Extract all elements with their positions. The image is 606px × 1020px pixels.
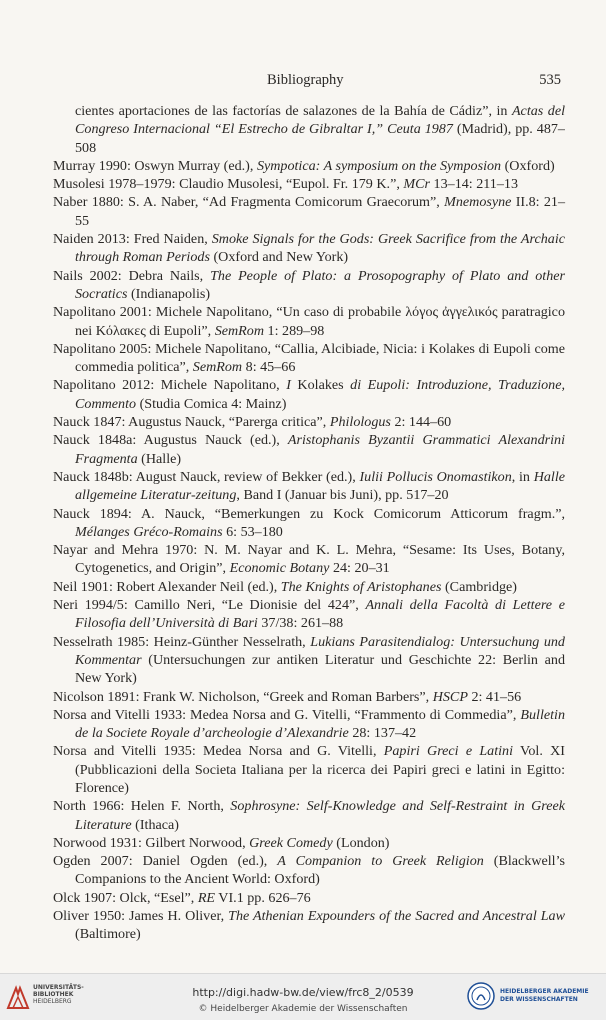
bibliography-entry — [53, 505, 565, 542]
entry-text: cientes aportaciones de las factorías de salazones de la Bahía de Cádiz”, in — [75, 103, 512, 119]
entry-text: Musolesi 1978–1979: Claudio Musolesi, “Eupol. Fr. 179 K.”, — [53, 176, 404, 193]
entry-title-italic: RE — [197, 889, 216, 906]
bibliography-entry — [53, 267, 565, 304]
entry-text: (Oxford) — [501, 157, 555, 174]
entry-text: (Indianapolis) — [127, 285, 211, 302]
entry-title-italic: I — [286, 377, 291, 394]
bibliography-entry — [53, 578, 565, 596]
entry-text: Nayar and Mehra 1970: N. M. Nayar and K. L. Mehra, “Sesame: Its Uses, Botany, Cytogenetics, and Origin”, — [53, 542, 565, 577]
entry-title-italic: Actas del Congreso Internacional “El Estrecho de Gibraltar I,” Ceuta 1987 — [75, 103, 565, 138]
bibliography-entry — [53, 340, 565, 377]
entry-title-italic: Philologus — [329, 414, 391, 431]
entry-text: 28: 137–42 — [348, 725, 417, 742]
entry-text: Napolitano 2001: Michele Napolitano, “Un caso di probabile λόγος ἀγγελικός paratragico nei Κόλακες di Eupoli”, — [53, 304, 565, 339]
bibliography-entry — [53, 431, 565, 468]
entry-text: Murray 1990: Oswyn Murray (ed.), — [53, 157, 257, 174]
entry-title-italic: A Companion to Greek Religion — [277, 853, 484, 870]
entry-text: Napolitano 2012: Michele Napolitano, — [53, 377, 287, 394]
academy-name[interactable]: HEIDELBERGER AKADEMIE DER WISSENSCHAFTEN — [500, 988, 589, 1003]
entry-text: Neri 1994/5: Camillo Neri, “Le Dionisie del 424”, — [53, 597, 366, 614]
entry-title-italic: Sophrosyne: Self-Knowledge and Self-Restraint in Greek Literature — [75, 798, 565, 833]
bibliography-entry — [53, 303, 565, 340]
bibliography-entry — [53, 230, 565, 267]
entry-text: (Studia Comica 4: Mainz) — [136, 395, 287, 412]
entry-text: Oliver 1950: James H. Oliver, — [53, 908, 229, 925]
bibliography-entry — [53, 541, 565, 578]
bibliography-entry — [53, 688, 565, 706]
bibliography-entry — [53, 102, 565, 157]
entry-title-italic: Sympotica: A symposium on the Symposion — [256, 157, 502, 174]
entry-text: Napolitano 2005: Michele Napolitano, “Callia, Alcibiade, Nicia: i Kolakes di Eupoli come commedia politica”, — [53, 340, 565, 376]
entry-title-italic: Mélanges Gréco-Romains — [75, 523, 223, 540]
bibliography-entry — [53, 468, 565, 505]
bibliography-entry — [53, 175, 565, 193]
entry-title-italic: HSCP — [432, 688, 468, 705]
entry-text: 24: 20–31 — [329, 560, 390, 577]
entry-text: Nauck 1894: A. Nauck, “Bemerkungen zu Kock Comicorum Atticorum fragm.”, — [53, 505, 565, 522]
bibliography-entry — [53, 742, 565, 797]
entry-title-italic: The Knights of Aristophanes — [280, 578, 442, 595]
entry-text: Nails 2002: Debra Nails, — [53, 267, 211, 284]
entry-title-italic: The People of Plato: a Prosopography of Plato and other Socratics — [75, 267, 565, 302]
academy-seal-icon — [467, 982, 495, 1010]
entry-text: (London) — [332, 834, 390, 851]
entry-text: 6: 53–180 — [222, 523, 283, 540]
entry-text: (Untersuchungen zur antiken Literatur und Geschichte 22: Berlin and New York) — [75, 651, 565, 687]
entry-text: Nesselrath 1985: Heinz-Günther Nesselrath, — [53, 633, 311, 650]
entry-text: VI.1 pp. 626–76 — [215, 889, 311, 906]
entry-text: (Madrid), pp. 487–508 — [75, 121, 565, 156]
entry-title-italic: Papiri Greci e Latini — [383, 743, 514, 760]
entry-text: Norsa and Vitelli 1933: Medea Norsa and G. Vitelli, “Frammento di Commedia”, — [53, 706, 521, 723]
entry-text: 2: 144–60 — [390, 414, 452, 431]
entry-text: Norwood 1931: Gilbert Norwood, — [53, 834, 250, 851]
entry-text: (Halle) — [137, 450, 182, 467]
entry-title-italic: di Eupoli: Introduzione, Traduzione, Commento — [75, 377, 565, 412]
entry-text: Nauck 1847: Augustus Nauck, “Parerga critica”, — [53, 414, 330, 431]
page-number: 535 — [539, 72, 561, 88]
entry-text: Ogden 2007: Daniel Ogden (ed.), — [53, 853, 278, 870]
entry-text: Kolakes — [290, 377, 351, 394]
entry-text: Naiden 2013: Fred Naiden, — [53, 231, 212, 248]
entry-text: Norsa and Vitelli 1935: Medea Norsa and G. Vitelli, — [53, 743, 384, 760]
university-library-name: UNIVERSITÄTS- BIBLIOTHEK HEIDELBERG — [33, 984, 84, 1005]
entry-title-italic: The Athenian Expounders of the Sacred and Ancestral Law — [228, 908, 565, 925]
bibliography-entry — [53, 706, 565, 743]
bibliography-entry — [53, 633, 565, 688]
entry-title-italic: SemRom — [192, 359, 243, 376]
bibliography-entry — [53, 413, 565, 431]
entry-text: 1: 289–98 — [264, 322, 325, 339]
bibliography-entry — [53, 193, 565, 230]
entry-text: II.8: 21–55 — [75, 194, 566, 229]
entry-title-italic: Halle allgemeine Literatur-zeitung — [75, 468, 565, 504]
bibliography-list — [53, 102, 565, 944]
bibliography-entry — [53, 834, 565, 852]
entry-title-italic: Economic Botany — [229, 560, 330, 577]
entry-text: (Baltimore) — [75, 926, 141, 943]
entry-text: , Band I (Januar bis Juni), pp. 517–20 — [236, 487, 449, 504]
entry-text: (Oxford and New York) — [209, 249, 349, 266]
running-title: Bibliography — [267, 72, 344, 88]
permalink-url[interactable]: http://digi.hadw-bw.de/view/frc8_2/0539 — [192, 986, 414, 999]
entry-text: 13–14: 211–13 — [430, 176, 518, 193]
entry-text: Nicolson 1891: Frank W. Nicholson, “Greek and Roman Barbers”, — [53, 688, 433, 705]
entry-text: Naber 1880: S. A. Naber, “Ad Fragmenta Comicorum Graecorum”, — [53, 194, 445, 211]
entry-title-italic: Iulii Pollucis Onomastikon — [359, 468, 512, 485]
entry-title-italic: Greek Comedy — [249, 834, 333, 851]
bibliography-entry — [53, 376, 565, 413]
entry-text: (Ithaca) — [131, 816, 179, 833]
entry-title-italic: Aristophanis Byzantii Grammatici Alexandrini Fragmenta — [75, 432, 565, 467]
entry-text: Vol. XI (Pubblicazioni della Societa Italiana per la ricerca dei Papiri greci e latini in Egitto: Florence) — [75, 743, 565, 796]
entry-title-italic: Annali della Facoltà di Lettere e Filosofia dell’Università di Bari — [75, 597, 565, 632]
bibliography-entry — [53, 596, 565, 633]
entry-text: Nauck 1848a: Augustus Nauck (ed.), — [53, 432, 288, 449]
bibliography-entry — [53, 157, 565, 175]
entry-text: Nauck 1848b: August Nauck, review of Bekker (ed.), — [53, 468, 360, 485]
bibliography-entry — [53, 852, 565, 889]
copyright-notice: © Heidelberger Akademie der Wissenschaften — [198, 1004, 408, 1014]
bibliography-entry — [53, 889, 565, 907]
viewer-footer — [0, 973, 606, 1020]
entry-text: 8: 45–66 — [242, 359, 296, 376]
entry-text: (Blackwell’s Companions to the Ancient World: Oxford) — [75, 853, 565, 888]
entry-title-italic: SemRom — [214, 322, 265, 339]
entry-text: Olck 1907: Olck, “Esel”, — [53, 889, 198, 906]
entry-title-italic: Smoke Signals for the Gods: Greek Sacrifice from the Archaic through Roman Periods — [75, 231, 565, 266]
entry-text: Neil 1901: Robert Alexander Neil (ed.), — [53, 578, 281, 595]
entry-text: (Cambridge) — [441, 578, 518, 595]
running-head — [55, 72, 561, 94]
bibliography-entry — [53, 797, 565, 834]
entry-title-italic: Mnemosyne — [444, 194, 512, 211]
entry-title-italic: Lukians Parasitendialog: Untersuchung und Kommentar — [75, 633, 565, 668]
entry-title-italic: Bulletin de la Societe Royale d’archeologie d’Alexandrie — [75, 706, 565, 742]
bibliography-entry — [53, 907, 565, 944]
entry-text: 2: 41–56 — [467, 688, 522, 705]
entry-text: 37/38: 261–88 — [257, 615, 344, 632]
entry-title-italic: MCr — [403, 176, 431, 193]
entry-text: , in — [511, 468, 534, 485]
entry-text: North 1966: Helen F. North, — [53, 798, 231, 815]
